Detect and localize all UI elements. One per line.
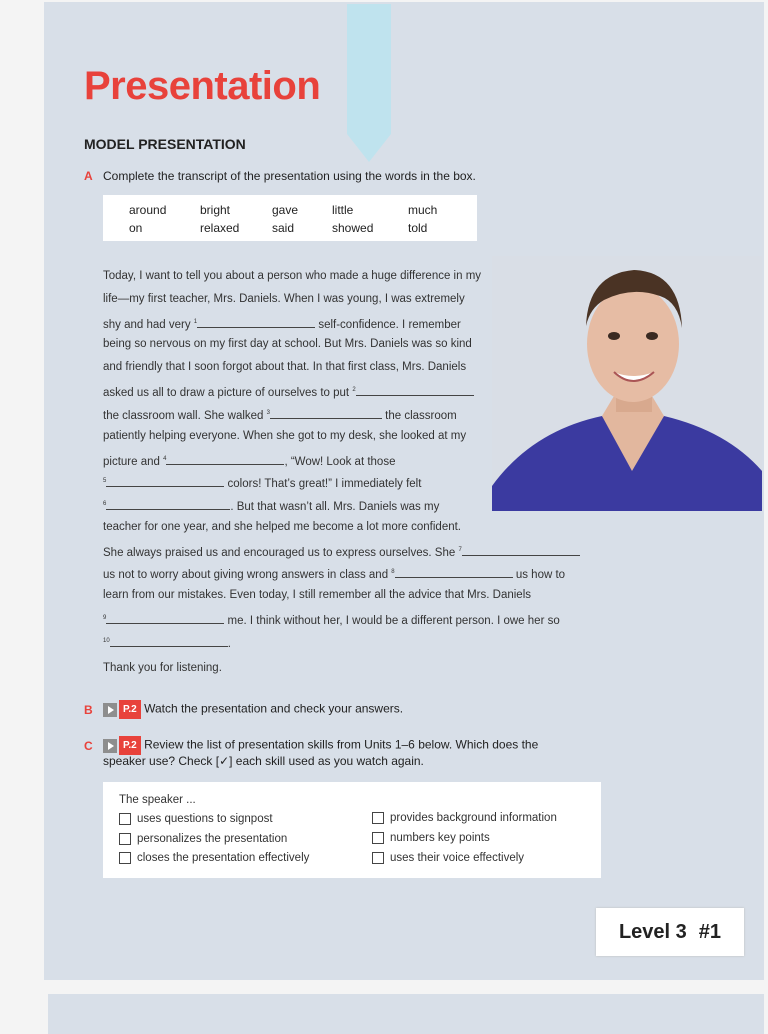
word-box: [103, 195, 477, 241]
checkbox[interactable]: [119, 852, 131, 864]
transcript-line: life—my first teacher, Mrs. Daniels. When I was young, I was extremely: [103, 293, 465, 305]
blank-number: 5: [103, 478, 107, 485]
transcript-line: shy and had very $^1$ self-confidence. I remember: [103, 316, 461, 336]
section-a-letter: A: [84, 169, 93, 183]
skill-item[interactable]: provides background information: [372, 812, 557, 824]
answer-blank-1[interactable]: [197, 316, 315, 328]
transcript-line: asked us all to draw a picture of ourselves to put $^2$: [103, 384, 474, 404]
transcript-line: us not to worry about giving wrong answers in class and $^8$ us how to: [103, 566, 565, 586]
transcript-line: and friendly that I soon forgot about that. In that first class, Mrs. Daniels: [103, 361, 467, 373]
transcript-thanks: Thank you for listening.: [103, 662, 222, 674]
word-item: much: [408, 203, 438, 217]
skill-item[interactable]: uses their voice effectively: [372, 852, 524, 864]
transcript-line: $^9$ me. I think without her, I would be a different person. I owe her so: [103, 612, 560, 632]
bookmark-ribbon: [347, 4, 391, 134]
word-item: said: [272, 221, 295, 235]
word-item: gave: [272, 203, 299, 217]
answer-blank-8[interactable]: [395, 566, 513, 578]
blank-number: 10: [103, 638, 110, 645]
answer-blank-9[interactable]: [106, 612, 224, 624]
video-play-icon[interactable]: [103, 703, 117, 717]
transcript-line: being so nervous on my first day at school. But Mrs. Daniels was so kind: [103, 338, 472, 350]
transcript-line: She always praised us and encouraged us to express ourselves. She $^7$: [103, 544, 580, 564]
skill-item[interactable]: personalizes the presentation: [119, 833, 287, 845]
word-item: told: [408, 221, 428, 235]
answer-blank-7[interactable]: [462, 544, 580, 556]
checkbox[interactable]: [372, 812, 384, 824]
checkbox[interactable]: [372, 832, 384, 844]
answer-blank-4[interactable]: [166, 453, 284, 465]
transcript-line: $^{10}$ .: [103, 635, 231, 655]
blank-number: 9: [103, 615, 107, 622]
transcript-line: teacher for one year, and she helped me become a lot more confident.: [103, 521, 461, 533]
speaker-photo: [492, 256, 762, 511]
section-c-instruction-2: speaker use? Check [✓] each skill used as you watch again.: [103, 754, 424, 768]
transcript-line: $^5$ colors! That’s great!” I immediately felt: [103, 475, 421, 495]
section-a-instruction: Complete the transcript of the presentation using the words in the box.: [103, 169, 476, 183]
skills-box: [103, 782, 601, 878]
level-text: Level 3: [618, 921, 687, 943]
word-item: around: [129, 203, 167, 217]
blank-number: 4: [163, 456, 167, 463]
skills-lead: The speaker ...: [119, 794, 196, 806]
answer-blank-3[interactable]: [270, 407, 382, 419]
blank-number: 7: [458, 547, 462, 554]
next-page-edge: [48, 994, 764, 1034]
word-item: bright: [200, 203, 231, 217]
skill-item[interactable]: uses questions to signpost: [119, 813, 273, 825]
speaker-illustration: [492, 256, 762, 511]
level-number: #1: [698, 921, 722, 943]
page-title: Presentation: [84, 64, 321, 108]
transcript-line: Today, I want to tell you about a person who made a huge difference in my: [103, 270, 482, 282]
blank-number: 8: [391, 569, 395, 576]
blank-number: 6: [103, 501, 107, 508]
section-b-letter: B: [84, 703, 93, 717]
transcript-line: picture and $^4$ , “Wow! Look at those: [103, 453, 395, 473]
checkbox[interactable]: [372, 852, 384, 864]
word-item: relaxed: [200, 221, 240, 235]
level-label: [596, 908, 744, 956]
transcript-line: learn from our mistakes. Even today, I still remember all the advice that Mrs. Daniels: [103, 589, 532, 601]
answer-blank-2[interactable]: [356, 384, 474, 396]
blank-number: 1: [193, 319, 198, 326]
skill-item[interactable]: numbers key points: [372, 832, 490, 844]
answer-blank-6[interactable]: [106, 498, 230, 510]
checkbox[interactable]: [119, 833, 131, 845]
checkbox[interactable]: [119, 813, 131, 825]
section-b-row: [103, 700, 403, 719]
word-item: on: [129, 221, 143, 235]
section-subtitle: MODEL PRESENTATION: [84, 136, 246, 152]
blank-number: 2: [352, 387, 356, 394]
transcript-line: the classroom wall. She walked $^3$ the classroom: [103, 407, 457, 427]
word-item: little: [332, 203, 354, 217]
section-c-instruction-1: Review the list of presentation skills from Units 1–6 below. Which does the: [144, 737, 539, 752]
word-item: showed: [332, 221, 374, 235]
transcript-line: $^6$ . But that wasn’t all. Mrs. Daniels was my: [103, 498, 439, 518]
answer-blank-5[interactable]: [106, 475, 224, 487]
section-c-letter: C: [84, 739, 93, 753]
section-b-instruction: Watch the presentation and check your answers.: [144, 701, 404, 716]
answer-blank-10[interactable]: [110, 635, 228, 647]
video-badge[interactable]: P.2: [119, 736, 141, 755]
transcript-line: patiently helping everyone. When she got to my desk, she looked at my: [103, 430, 467, 442]
skill-item[interactable]: closes the presentation effectively: [119, 852, 309, 864]
video-play-icon[interactable]: [103, 739, 117, 753]
blank-number: 3: [266, 410, 270, 417]
video-badge[interactable]: P.2: [119, 700, 141, 719]
